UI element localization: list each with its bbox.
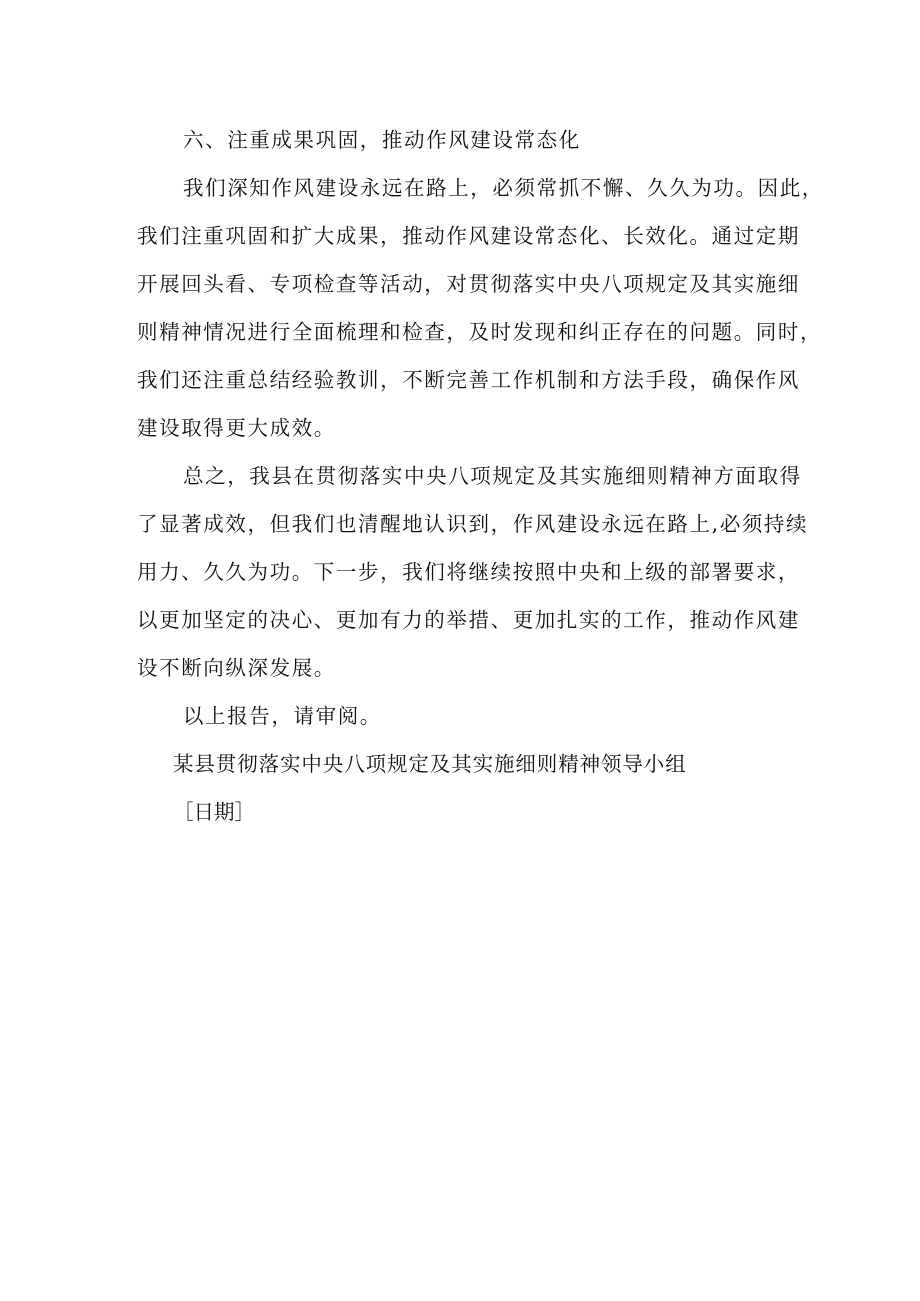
paragraph-line: 我们注重巩固和扩大成果，推动作风建设常态化、长效化。通过定期: [137, 224, 800, 248]
paragraph-line: 开展回头看、专项检查等活动，对贯彻落实中央八项规定及其实施细: [137, 272, 800, 296]
paragraph-line: 设不断向纵深发展。: [137, 656, 336, 680]
date-placeholder: ［日期］: [173, 800, 255, 824]
signature: 某县贯彻落实中央八项规定及其实施细则精神领导小组: [173, 752, 687, 776]
paragraph-line: 用力、久久为功。下一步，我们将继续按照中央和上级的部署要求，: [137, 560, 800, 584]
paragraph-line: 了显著成效，但我们也清醒地认识到，作风建设永远在路上,必须持续: [137, 512, 809, 536]
paragraph-line: 我们深知作风建设永远在路上，必须常抓不懈、久久为功。因此，: [183, 176, 824, 200]
paragraph-1: [137, 164, 824, 452]
section-heading: 六、注重成果巩固，推动作风建设常态化: [183, 128, 581, 152]
document-body: [137, 116, 824, 836]
paragraph-line: 则精神情况进行全面梳理和检查，及时发现和纠正存在的问题。同时，: [137, 320, 823, 344]
paragraph-line: 我们还注重总结经验教训，不断完善工作机制和方法手段，确保作风: [137, 368, 800, 392]
paragraph-line: 以更加坚定的决心、更加有力的举措、更加扎实的工作，推动作风建: [137, 608, 800, 632]
closing-line: 以上报告，请审阅。: [183, 704, 382, 728]
paragraph-line: 总之，我县在贯彻落实中央八项规定及其实施细则精神方面取得: [183, 464, 802, 488]
paragraph-2: [137, 452, 809, 692]
paragraph-line: 建设取得更大成效。: [137, 416, 336, 440]
